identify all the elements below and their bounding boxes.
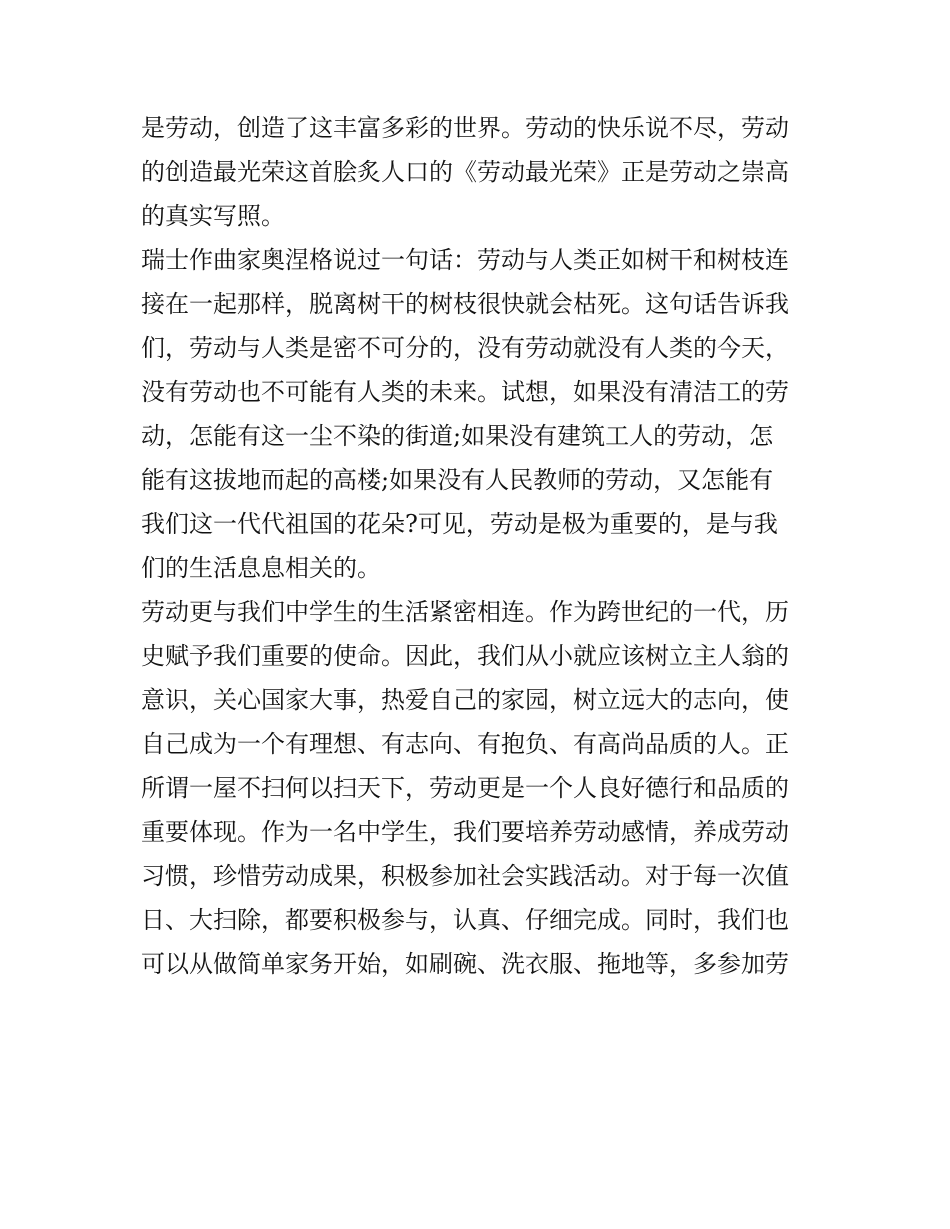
text-line: 的创造最光荣这首脍炙人口的《劳动最光荣》正是劳动之崇高 bbox=[141, 158, 789, 186]
paragraph-1 bbox=[141, 106, 821, 238]
text-line: 没有劳动也不可能有人类的未来。试想，如果没有清洁工的劳 bbox=[141, 378, 789, 406]
text-line: 接在一起那样，脱离树干的树枝很快就会枯死。这句话告诉我 bbox=[141, 290, 789, 318]
text-line: 意识，关心国家大事，热爱自己的家园，树立远大的志向，使 bbox=[141, 686, 789, 714]
text-line: 的真实写照。 bbox=[141, 202, 285, 230]
text-line: 瑞士作曲家奥涅格说过一句话：劳动与人类正如树干和树枝连 bbox=[141, 246, 789, 274]
document-body bbox=[141, 106, 821, 986]
text-line: 能有这拔地而起的高楼;如果没有人民教师的劳动，又怎能有 bbox=[141, 466, 774, 494]
text-line: 我们这一代代祖国的花朵?可见，劳动是极为重要的，是与我 bbox=[141, 510, 778, 538]
text-line: 动，怎能有这一尘不染的街道;如果没有建筑工人的劳动，怎 bbox=[141, 422, 774, 450]
text-line: 们，劳动与人类是密不可分的，没有劳动就没有人类的今天， bbox=[141, 334, 789, 362]
text-line: 可以从做简单家务开始，如刷碗、洗衣服、拖地等，多参加劳 bbox=[141, 950, 789, 978]
text-line: 自己成为一个有理想、有志向、有抱负、有高尚品质的人。正 bbox=[141, 730, 789, 758]
text-line: 是劳动，创造了这丰富多彩的世界。劳动的快乐说不尽，劳动 bbox=[141, 114, 789, 142]
text-line: 劳动更与我们中学生的生活紧密相连。作为跨世纪的一代，历 bbox=[141, 598, 789, 626]
text-line: 史赋予我们重要的使命。因此，我们从小就应该树立主人翁的 bbox=[141, 642, 789, 670]
text-line: 所谓一屋不扫何以扫天下，劳动更是一个人良好德行和品质的 bbox=[141, 774, 789, 802]
text-line: 日、大扫除，都要积极参与，认真、仔细完成。同时，我们也 bbox=[141, 906, 789, 934]
text-line: 重要体现。作为一名中学生，我们要培养劳动感情，养成劳动 bbox=[141, 818, 789, 846]
text-line: 们的生活息息相关的。 bbox=[141, 554, 381, 582]
text-line: 习惯，珍惜劳动成果，积极参加社会实践活动。对于每一次值 bbox=[141, 862, 789, 890]
paragraph-3 bbox=[141, 590, 821, 986]
paragraph-2 bbox=[141, 238, 821, 590]
